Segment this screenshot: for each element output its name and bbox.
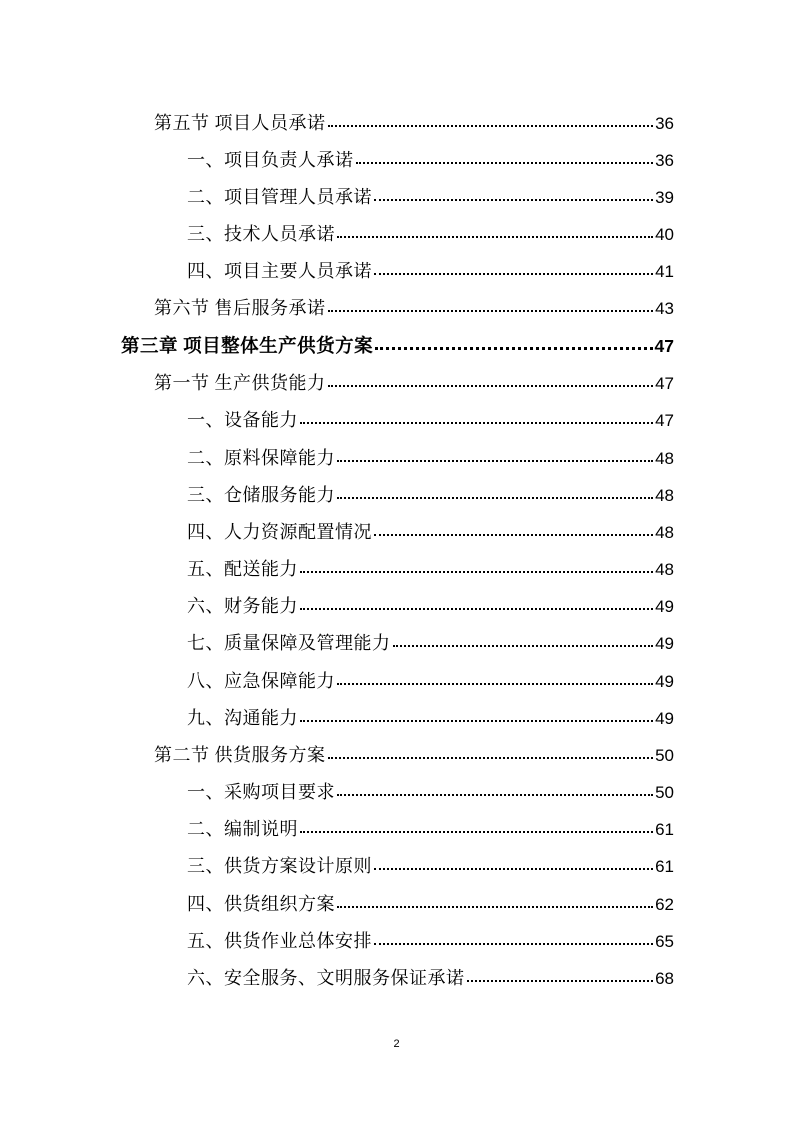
toc-entry-page: 62	[655, 895, 674, 914]
toc-entry-page: 61	[655, 857, 674, 876]
toc-entry[interactable]	[187, 964, 674, 992]
dot-leader	[337, 460, 653, 462]
toc-entry-page: 65	[655, 932, 674, 951]
dot-leader	[300, 422, 653, 424]
toc-entry[interactable]	[187, 406, 674, 434]
toc-entry-title: 二、项目管理人员承诺	[187, 187, 372, 207]
toc-entry-page: 39	[655, 188, 674, 207]
dot-leader	[375, 347, 652, 350]
toc-entry-page: 50	[655, 783, 674, 802]
toc-entry[interactable]	[187, 778, 674, 806]
toc-entry-page: 49	[655, 634, 674, 653]
toc-entry-page: 48	[655, 523, 674, 542]
toc-entry-title: 六、财务能力	[187, 596, 298, 616]
toc-entry-title: 一、采购项目要求	[187, 782, 335, 802]
toc-entry-page: 36	[655, 114, 674, 133]
toc-entry-page: 36	[655, 151, 674, 170]
toc-entry[interactable]	[187, 629, 674, 657]
toc-entry-title: 二、原料保障能力	[187, 448, 335, 468]
toc-entry[interactable]	[187, 146, 674, 174]
toc-entry-title: 四、项目主要人员承诺	[187, 261, 372, 281]
toc-entry-page: 49	[655, 672, 674, 691]
toc-entry-page: 43	[655, 299, 674, 318]
toc-entry-page: 61	[655, 820, 674, 839]
toc-entry-title: 一、项目负责人承诺	[187, 150, 354, 170]
dot-leader	[374, 273, 653, 275]
dot-leader	[393, 645, 654, 647]
toc-entry[interactable]	[187, 444, 674, 472]
toc-entry-page: 50	[655, 746, 674, 765]
toc-entry-title: 三、仓储服务能力	[187, 485, 335, 505]
toc-entry-page: 68	[655, 969, 674, 988]
toc-entry-title: 九、沟通能力	[187, 708, 298, 728]
toc-entry-title: 五、配送能力	[187, 559, 298, 579]
toc-entry-title: 二、编制说明	[187, 819, 298, 839]
toc-entry[interactable]	[187, 555, 674, 583]
toc-entry-page: 49	[655, 597, 674, 616]
dot-leader	[337, 497, 653, 499]
toc-entry[interactable]	[187, 927, 674, 955]
toc-entry-title: 七、质量保障及管理能力	[187, 633, 391, 653]
toc-entry-chapter[interactable]	[121, 332, 674, 360]
toc-entry[interactable]	[187, 704, 674, 732]
dot-leader	[328, 385, 654, 387]
toc-entry-page: 40	[655, 225, 674, 244]
toc-entry-title: 第三章 项目整体生产供货方案	[121, 337, 374, 357]
page-number: 2	[393, 1038, 400, 1050]
toc-entry-title: 四、人力资源配置情况	[187, 522, 372, 542]
dot-leader	[374, 199, 653, 201]
toc-entry[interactable]	[154, 369, 674, 397]
toc-entry-title: 三、供货方案设计原则	[187, 856, 372, 876]
dot-leader	[300, 571, 653, 573]
toc-entry[interactable]	[187, 518, 674, 546]
toc-entry[interactable]	[187, 592, 674, 620]
toc-entry-page: 47	[654, 336, 674, 356]
toc-entry[interactable]	[187, 815, 674, 843]
dot-leader	[374, 868, 653, 870]
dot-leader	[300, 831, 653, 833]
toc-entry-page: 49	[655, 709, 674, 728]
toc-entry-page: 48	[655, 560, 674, 579]
dot-leader	[374, 534, 653, 536]
toc-entry-page: 47	[655, 411, 674, 430]
toc-entry-title: 第二节 供货服务方案	[154, 745, 326, 765]
dot-leader	[337, 906, 653, 908]
toc-entry[interactable]	[154, 741, 674, 769]
toc-entry-title: 第五节 项目人员承诺	[154, 113, 326, 133]
toc-entry-title: 八、应急保障能力	[187, 671, 335, 691]
dot-leader	[328, 125, 654, 127]
toc-entry-title: 四、供货组织方案	[187, 894, 335, 914]
toc-entry-title: 一、设备能力	[187, 410, 298, 430]
toc-entry-title: 第六节 售后服务承诺	[154, 298, 326, 318]
dot-leader	[356, 162, 654, 164]
toc-entry[interactable]	[187, 481, 674, 509]
toc-entry[interactable]	[187, 220, 674, 248]
dot-leader	[300, 720, 653, 722]
toc-entry-page: 41	[655, 262, 674, 281]
toc-entry-title: 第一节 生产供货能力	[154, 373, 326, 393]
dot-leader	[337, 794, 653, 796]
toc-entry[interactable]	[187, 183, 674, 211]
toc-entry-title: 五、供货作业总体安排	[187, 931, 372, 951]
dot-leader	[300, 608, 653, 610]
toc-entry-page: 48	[655, 486, 674, 505]
toc-entry[interactable]	[187, 667, 674, 695]
toc-entry[interactable]	[187, 852, 674, 880]
toc-entry[interactable]	[187, 890, 674, 918]
dot-leader	[337, 683, 653, 685]
dot-leader	[328, 310, 654, 312]
toc-entry-title: 六、安全服务、文明服务保证承诺	[187, 968, 465, 988]
dot-leader	[467, 980, 654, 982]
toc-entry[interactable]	[187, 257, 674, 285]
toc-entry-page: 48	[655, 449, 674, 468]
toc-entry[interactable]	[154, 294, 674, 322]
dot-leader	[337, 236, 653, 238]
toc-entry[interactable]	[154, 109, 674, 137]
toc-entry-page: 47	[655, 374, 674, 393]
toc-entry-title: 三、技术人员承诺	[187, 224, 335, 244]
dot-leader	[374, 943, 653, 945]
dot-leader	[328, 757, 654, 759]
